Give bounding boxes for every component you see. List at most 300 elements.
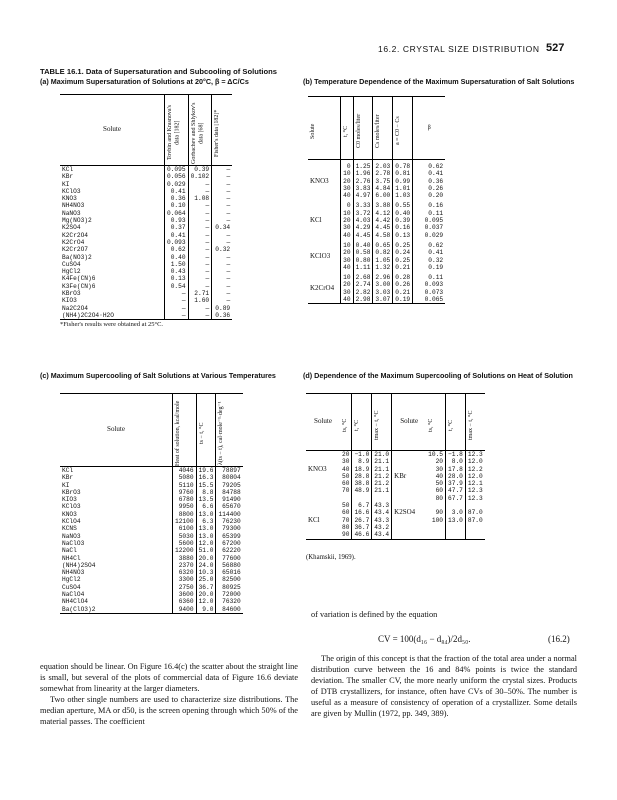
value-cell: 4.42 <box>373 217 393 224</box>
value-cell: 3.00 <box>373 281 393 288</box>
solute-cell: NaClO4 <box>60 591 173 598</box>
value-cell: — <box>188 202 212 209</box>
value-cell: 28.8 <box>352 473 372 480</box>
value-cell: — <box>188 239 212 246</box>
value-cell: — <box>188 261 212 268</box>
table-d-header-t-right: t, °C <box>448 419 455 431</box>
value-cell: 4.29 <box>353 224 373 231</box>
value-cell: −1.8 <box>446 451 466 458</box>
table-b-header-cs: Cs moles/liter <box>375 114 382 148</box>
value-cell: 9400 <box>173 606 197 614</box>
table-row <box>60 254 232 261</box>
solute-cell <box>392 458 427 465</box>
value-cell: 0.62 <box>165 246 189 253</box>
value-cell: 4.45 <box>353 232 373 239</box>
value-cell: 3.72 <box>353 210 373 217</box>
value-cell: 30 <box>341 224 353 231</box>
value-cell: 48.9 <box>352 487 372 494</box>
table-row <box>60 297 232 304</box>
table-row <box>60 181 232 188</box>
value-cell: 6360 <box>173 598 197 605</box>
value-cell: 25.0 <box>196 576 216 583</box>
value-cell: 90 <box>340 531 352 539</box>
value-cell: 12.0 <box>467 458 483 466</box>
solute-cell: KCl <box>60 467 173 475</box>
table-row <box>60 569 243 576</box>
value-cell: 80925 <box>222 583 241 591</box>
value-cell: 0.37 <box>165 224 189 231</box>
solute-cell <box>306 480 340 487</box>
value-cell: 12.0 <box>196 540 216 547</box>
table-d-header-ts-right: ts, °C <box>428 418 435 432</box>
table-row <box>60 584 243 591</box>
spacer-cell <box>465 531 484 539</box>
solute-cell: Ba(ClO3)2 <box>60 606 173 614</box>
spacer-cell <box>446 502 466 509</box>
value-cell: 8.8 <box>196 489 216 496</box>
value-cell: — <box>226 253 231 261</box>
value-cell: 0.34 <box>215 224 231 232</box>
solute-cell: NaNO3 <box>60 210 165 217</box>
value-cell: 77600 <box>222 554 241 562</box>
value-cell: 21.2 <box>372 480 392 487</box>
value-cell: 21.0 <box>372 451 392 458</box>
spacer-cell <box>426 502 445 509</box>
solute-cell: KClO3 <box>308 242 341 271</box>
table-row <box>60 511 243 518</box>
value-cell: 0.55 <box>393 202 413 209</box>
value-cell: 79300 <box>222 525 241 533</box>
solute-cell <box>392 451 427 458</box>
table-row <box>306 480 485 487</box>
value-cell: 1.60 <box>188 297 212 304</box>
value-cell: — <box>165 297 189 304</box>
value-cell: 0.36 <box>215 311 231 319</box>
value-cell: 0.25 <box>393 242 413 249</box>
value-cell: 43.4 <box>372 531 392 539</box>
value-cell: 3.0 <box>446 509 466 516</box>
value-cell: 3.88 <box>373 202 393 209</box>
value-cell: 0.064 <box>165 210 189 217</box>
value-cell: — <box>226 173 231 181</box>
table-a-footnote: *Fisher's results were obtained at 25°C. <box>60 321 164 329</box>
solute-cell: KI <box>60 181 165 188</box>
value-cell: 18.9 <box>352 466 372 473</box>
value-cell: 50 <box>426 480 445 487</box>
value-cell: 12.2 <box>467 465 483 473</box>
spacer-cell <box>465 502 484 509</box>
value-cell: — <box>226 297 231 305</box>
value-cell: 65670 <box>222 503 241 511</box>
value-cell: 20 <box>341 249 353 256</box>
value-cell: 13.0 <box>196 533 216 540</box>
table-c-caption: (c) Maximum Supercooling of Salt Solutions at Various Temperatures <box>40 371 276 380</box>
table-row <box>60 467 243 475</box>
table-c <box>60 393 243 614</box>
value-cell: 10.5 <box>426 451 445 458</box>
value-cell: 5110 <box>173 482 197 489</box>
table-d-source: (Khamskii, 1969). <box>306 553 356 561</box>
value-cell: 2.68 <box>353 274 373 281</box>
value-cell: 1.08 <box>188 195 212 202</box>
solute-cell: Na2C2O4 <box>60 305 165 312</box>
value-cell: 0.41 <box>428 170 444 178</box>
value-cell: 40 <box>340 466 352 473</box>
table-b-header-c0: C0 moles/liter <box>355 113 362 149</box>
value-cell: 0.54 <box>165 283 189 290</box>
table-row <box>60 518 243 525</box>
table-row <box>60 496 243 503</box>
value-cell: 84788 <box>222 488 241 496</box>
table-row <box>60 576 243 583</box>
value-cell: 0.80 <box>353 257 373 264</box>
spacer-cell <box>426 531 445 539</box>
value-cell: 0.65 <box>373 242 393 249</box>
value-cell: 12.3 <box>467 451 483 458</box>
value-cell: 2.96 <box>373 274 393 281</box>
table-row <box>60 305 232 312</box>
solute-cell: KClO3 <box>60 503 173 510</box>
value-cell: 0.029 <box>424 231 444 239</box>
table-row <box>60 217 232 224</box>
value-cell: 13.0 <box>196 525 216 532</box>
solute-cell: CuSO4 <box>60 584 173 591</box>
value-cell: — <box>188 268 212 275</box>
table-row <box>60 239 232 246</box>
value-cell: 0.24 <box>393 249 413 256</box>
value-cell: 16.6 <box>352 509 372 516</box>
value-cell: 30 <box>341 185 353 192</box>
value-cell: 0.11 <box>428 209 444 217</box>
value-cell: 1.05 <box>373 257 393 264</box>
value-cell: 91490 <box>222 496 241 504</box>
table-row <box>60 268 232 275</box>
value-cell: 37.9 <box>446 480 466 487</box>
value-cell: 1.01 <box>393 185 413 192</box>
value-cell: 0.43 <box>165 268 189 275</box>
value-cell: 47.7 <box>446 487 466 494</box>
value-cell: — <box>188 312 212 320</box>
value-cell: — <box>165 305 189 312</box>
value-cell: 1.32 <box>373 264 393 271</box>
value-cell: — <box>226 195 231 203</box>
table-row <box>308 242 445 249</box>
value-cell: 6.6 <box>196 503 216 510</box>
table-row <box>60 482 243 489</box>
value-cell: 0.39 <box>393 217 413 224</box>
spacer-cell <box>465 524 484 531</box>
solute-cell <box>306 495 340 502</box>
value-cell: 0.39 <box>188 166 212 174</box>
value-cell: 90 <box>426 509 445 516</box>
value-cell: 21.2 <box>372 473 392 480</box>
value-cell: 6320 <box>173 569 197 576</box>
value-cell: 0.62 <box>428 241 444 249</box>
value-cell: — <box>188 188 212 195</box>
value-cell: — <box>226 231 231 239</box>
value-cell: 0.82 <box>373 249 393 256</box>
table-row <box>306 451 485 458</box>
value-cell: 0.102 <box>188 173 212 180</box>
solute-cell <box>392 517 427 524</box>
value-cell: 114400 <box>218 510 241 518</box>
value-cell: 80 <box>340 524 352 531</box>
value-cell: 6.00 <box>373 192 393 199</box>
value-cell: 10 <box>341 242 353 249</box>
value-cell: 2370 <box>173 562 197 569</box>
solute-cell: Ba(NO3)2 <box>60 254 165 261</box>
value-cell: 0.16 <box>428 202 444 210</box>
value-cell: 0.40 <box>165 254 189 261</box>
table-a-header-col3: Fisher's data [182]* <box>214 109 221 157</box>
spacer-cell <box>372 495 392 502</box>
solute-cell: KNO3 <box>60 511 173 518</box>
value-cell: 10 <box>341 274 353 281</box>
value-cell: 0.41 <box>165 188 189 195</box>
value-cell: 4.97 <box>353 192 373 199</box>
solute-cell: K2SO4 <box>394 508 416 517</box>
value-cell: 20 <box>341 217 353 224</box>
value-cell: 1.96 <box>353 170 373 177</box>
table-b-caption: (b) Temperature Dependence of the Maximum Supersaturation of Salt Solutions <box>303 77 575 86</box>
value-cell: 1.25 <box>353 163 373 170</box>
value-cell: 0.065 <box>424 296 444 304</box>
value-cell: 0.40 <box>393 210 413 217</box>
value-cell: 0.21 <box>393 264 413 271</box>
value-cell: 60 <box>340 509 352 516</box>
value-cell: 43.3 <box>372 517 392 524</box>
value-cell: — <box>165 312 189 320</box>
table-c-header-dt: ts − t, °C <box>198 422 205 444</box>
solute-cell <box>392 531 427 539</box>
value-cell: — <box>188 224 212 231</box>
solute-cell: KClO3 <box>60 188 165 195</box>
solute-cell: NaCl <box>60 547 173 554</box>
table-row <box>306 458 485 465</box>
value-cell: 0.36 <box>428 177 444 185</box>
value-cell: 70 <box>340 517 352 524</box>
table-b-header-t: t, °C <box>343 125 350 137</box>
value-cell: 3880 <box>173 555 197 562</box>
value-cell: 0.58 <box>353 249 373 256</box>
value-cell: 38.8 <box>352 480 372 487</box>
spacer-cell <box>446 524 466 531</box>
value-cell: 0 <box>341 163 353 170</box>
value-cell: 4.12 <box>373 210 393 217</box>
value-cell: 56880 <box>222 561 241 569</box>
value-cell: — <box>226 209 231 217</box>
value-cell: 2.98 <box>353 296 373 304</box>
value-cell: 40 <box>341 264 353 271</box>
table-row <box>60 598 243 605</box>
spacer-cell <box>340 495 352 502</box>
value-cell: 5030 <box>173 533 197 540</box>
table-c-header-lambda: λ(ts − t), cal·mole⁻¹·deg⁻¹ <box>218 401 225 465</box>
table-row <box>60 540 243 547</box>
table-row <box>60 290 232 297</box>
solute-cell: HgCl2 <box>60 268 165 275</box>
table-row <box>60 562 243 569</box>
value-cell: 76230 <box>222 518 241 526</box>
solute-cell: KCl <box>308 515 320 524</box>
table-a-header-col2: Gorbachev and Shlykov's data [68] <box>190 102 204 164</box>
solute-cell: NaClO3 <box>60 540 173 547</box>
solute-cell: K2CrO4 <box>60 239 165 246</box>
table-a-header-col1: Tovbin and Krasnova's data [182] <box>167 105 181 161</box>
value-cell: 12200 <box>173 547 197 554</box>
value-cell: 0.093 <box>165 239 189 246</box>
table-row <box>60 246 232 253</box>
value-cell: 10 <box>341 210 353 217</box>
solute-cell: K3Fe(CN)6 <box>60 283 165 290</box>
value-cell: 67.7 <box>446 495 466 502</box>
table-row <box>60 261 232 268</box>
table-a-caption: (a) Maximum Supersaturation of Solutions at 20°C, β = ΔC/Cs <box>40 77 249 86</box>
value-cell: 80804 <box>222 474 241 482</box>
value-cell: 0.19 <box>393 296 413 304</box>
value-cell: −1.0 <box>352 451 372 458</box>
value-cell: — <box>226 282 231 290</box>
value-cell: 0.26 <box>393 281 413 288</box>
value-cell: 8.0 <box>446 458 466 465</box>
value-cell: — <box>188 210 212 217</box>
solute-cell: K4Fe(CN)6 <box>60 275 165 282</box>
table-row <box>60 474 243 481</box>
value-cell: — <box>188 283 212 290</box>
value-cell: 30 <box>341 257 353 264</box>
value-cell: 82500 <box>222 576 241 584</box>
value-cell: 1.50 <box>165 261 189 268</box>
table-row <box>306 509 485 516</box>
value-cell: 4046 <box>173 467 197 475</box>
value-cell: 78897 <box>222 467 241 474</box>
solute-cell: NH4ClO4 <box>60 598 173 605</box>
right-paragraph: The origin of this concept is that the fraction of the total area under a normal distribution curve between the 16 and 84% points is twice the standard deviation. The smaller CV, the more nearly uniform the crystal sizes. Products of DTB crystallizers, for instance, often have CVs of 30–50%. The number is useful as a measure of consistency of operation of a crystallizer. Some details are given by Mullin (1972, pp. 349, 389). <box>311 654 577 718</box>
value-cell: 12.1 <box>467 480 483 488</box>
value-cell: 0.26 <box>428 184 444 192</box>
value-cell: 0.28 <box>393 274 413 281</box>
table-row <box>60 232 232 239</box>
table-row <box>60 188 232 195</box>
value-cell: 9.0 <box>196 606 216 614</box>
page-number: 527 <box>546 42 565 54</box>
value-cell: 6100 <box>173 525 197 532</box>
value-cell: — <box>226 290 231 298</box>
table-row <box>306 495 485 502</box>
value-cell: — <box>188 246 212 253</box>
value-cell: 0.13 <box>393 232 413 239</box>
value-cell: 12100 <box>173 518 197 525</box>
value-cell: — <box>188 254 212 261</box>
value-cell: 17.8 <box>446 466 466 473</box>
table-b <box>308 96 445 304</box>
value-cell: 0.029 <box>165 181 189 188</box>
value-cell: 30 <box>341 289 353 296</box>
solute-cell <box>306 473 340 480</box>
value-cell: 20 <box>341 178 353 185</box>
table-row <box>60 489 243 496</box>
value-cell: — <box>188 217 212 224</box>
value-cell: 13.0 <box>446 517 466 524</box>
value-cell: 100 <box>426 517 445 524</box>
value-cell: 65016 <box>222 569 241 577</box>
value-cell: 0.62 <box>428 163 444 170</box>
solute-cell <box>306 502 340 509</box>
value-cell: 0.095 <box>424 217 444 225</box>
left-paragraph-2: Two other single numbers are used to characterize size distributions. The median aperture, MA or d50, is the screen opening through which 50% of the material passes. The coefficient <box>40 695 298 726</box>
value-cell: 67200 <box>222 539 241 547</box>
value-cell: 9950 <box>173 503 197 510</box>
table-d-caption: (d) Dependence of the Maximum Supercooling of Solutions on Heat of Solution <box>303 371 573 380</box>
value-cell: 65399 <box>222 532 241 540</box>
value-cell: — <box>226 187 231 195</box>
value-cell: 0.11 <box>428 274 444 282</box>
value-cell: 84600 <box>222 605 241 613</box>
table-row <box>60 591 243 598</box>
table-d-header-dt-right: tmax − t, °C <box>467 410 474 440</box>
value-cell: 12.3 <box>467 487 483 495</box>
value-cell: 87.0 <box>467 516 483 524</box>
value-cell: 6.7 <box>352 502 372 509</box>
table-b-header-beta: β <box>427 124 431 132</box>
solute-cell <box>306 451 340 458</box>
solute-cell: K2Cr2O4 <box>60 232 165 239</box>
value-cell: 3300 <box>173 576 197 583</box>
solute-cell: KBrO3 <box>60 489 173 496</box>
table-row <box>308 202 445 209</box>
solute-cell: KNO3 <box>308 163 341 199</box>
value-cell: 40 <box>341 296 353 304</box>
solute-cell: K2Cr2O7 <box>60 246 165 253</box>
table-d-header-solute-right: Solute <box>400 417 419 426</box>
table-row <box>60 312 232 320</box>
value-cell: 12.3 <box>467 494 483 502</box>
value-cell: 3.75 <box>373 178 393 185</box>
value-cell: 0.81 <box>393 170 413 177</box>
solute-cell: NH4NO3 <box>60 202 165 209</box>
table-d-header-t-left: t, °C <box>354 419 361 431</box>
table-c-header-solute: Solute <box>60 394 173 467</box>
table-row <box>60 555 243 562</box>
value-cell: 62220 <box>222 547 241 555</box>
value-cell: 43.4 <box>372 509 392 516</box>
solute-cell: Mg(NO3)2 <box>60 217 165 224</box>
solute-cell <box>306 531 340 539</box>
table-row <box>306 517 485 524</box>
value-cell: 1.03 <box>393 192 413 199</box>
value-cell: 2.74 <box>353 281 373 288</box>
value-cell: 79205 <box>222 481 241 489</box>
value-cell: 21.1 <box>372 466 392 473</box>
value-cell: 24.0 <box>196 562 216 569</box>
value-cell: 21.1 <box>372 487 392 494</box>
table-row <box>306 524 485 531</box>
value-cell: 3.03 <box>373 289 393 296</box>
value-cell: 2750 <box>173 584 197 591</box>
value-cell: 10 <box>341 170 353 177</box>
value-cell: 15.5 <box>196 482 216 489</box>
value-cell: 0.41 <box>165 232 189 239</box>
value-cell: 0.19 <box>428 263 444 271</box>
value-cell: — <box>165 290 189 297</box>
value-cell: 20.0 <box>196 555 216 562</box>
value-cell: 43.2 <box>372 524 392 531</box>
value-cell: — <box>226 275 231 283</box>
equation: CV = 100(d₁₆ − d₈₄)/2d₅₀. <box>378 634 471 644</box>
value-cell: 0.20 <box>428 192 444 200</box>
value-cell: 0.10 <box>165 202 189 209</box>
value-cell: 70 <box>340 487 352 494</box>
